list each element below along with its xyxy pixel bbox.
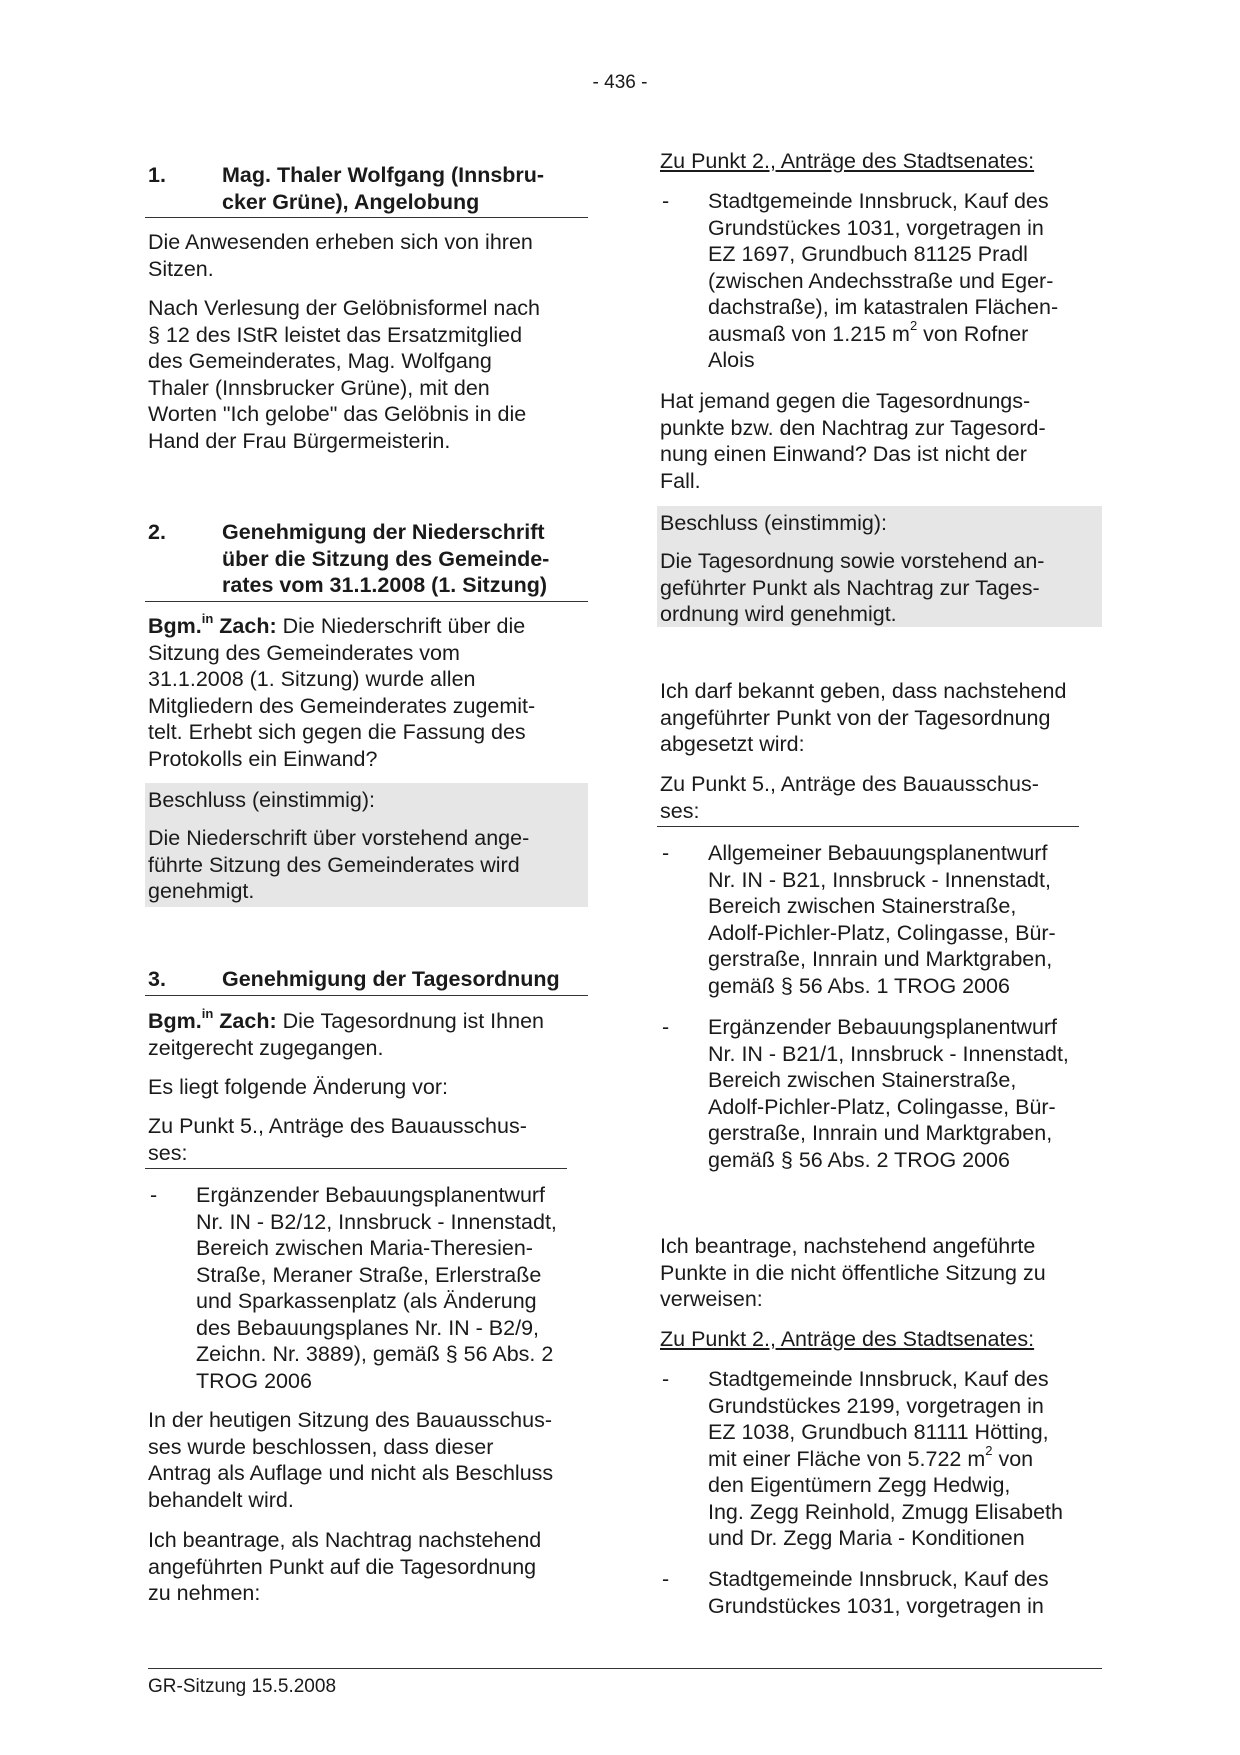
section-2-decision-line: Die Niederschrift über vorstehend ange- [148, 826, 530, 850]
list-item-text: von [992, 1446, 1034, 1471]
section-3-paragraph-line: behandelt wird. [148, 1487, 294, 1512]
paragraph-line: angeführter Punkt von der Tagesordnung [660, 705, 1051, 730]
section-3-paragraph-line: In der heutigen Sitzung des Bauausschus- [148, 1408, 552, 1432]
superscript: 2 [909, 318, 918, 334]
speaker-text: Die Niederschrift über die [276, 614, 526, 638]
section-3-rule [145, 995, 588, 996]
section-1-paragraph-line: § 12 des IStR leistet das Ersatzmitglied [148, 322, 523, 347]
list-item-line: Allgemeiner Bebauungsplanentwurf [708, 841, 1048, 865]
list-item-line: Grundstückes 1031, vorgetragen in [708, 215, 1044, 240]
speaker-title: Bgm. [148, 1009, 202, 1033]
decision-line: Die Tagesordnung sowie vorstehend an- [660, 549, 1045, 573]
list-item-line: Adolf-Pichler-Platz, Colingasse, Bür- [708, 920, 1056, 945]
list-item-line: gerstraße, Innrain und Marktgraben, [708, 947, 1053, 971]
speaker-text: Die Tagesordnung ist Ihnen [276, 1009, 544, 1033]
list-item-line: Nr. IN - B21, Innsbruck - Innenstadt, [708, 867, 1051, 892]
footer-text: GR-Sitzung 15.5.2008 [148, 1676, 337, 1697]
paragraph-line: Ich beantrage, nachstehend angeführte [660, 1234, 1036, 1258]
section-2-decision-line: genehmigt. [148, 879, 255, 903]
section-3-paragraph: Es liegt folgende Änderung vor: [148, 1075, 449, 1099]
section-3-paragraph-line: zeitgerecht zugegangen. [148, 1035, 384, 1060]
paragraph-line: abgesetzt wird: [660, 732, 805, 756]
section-3-paragraph-line: angeführten Punkt auf die Tagesordnung [148, 1554, 537, 1579]
section-2-title-line: über die Sitzung des Gemeinde- [222, 546, 550, 571]
section-1-number: 1. [148, 163, 166, 187]
list-dash: - [662, 1567, 670, 1591]
list-dash: - [150, 1183, 158, 1207]
paragraph-line: nung einen Einwand? Das ist nicht der [660, 442, 1027, 466]
decision-line: ordnung wird genehmigt. [660, 602, 897, 626]
section-3-title: Genehmigung der Tagesordnung [222, 967, 560, 991]
list-item-line: dachstraße), im katastralen Flächen- [708, 295, 1059, 319]
section-1-title-line: cker Grüne), Angelobung [222, 189, 480, 214]
section-1-paragraph-line: Hand der Frau Bürgermeisterin. [148, 428, 451, 453]
list-item-line: und Sparkassenplatz (als Änderung [196, 1289, 537, 1313]
subheading-rule [657, 826, 1079, 827]
footer-rule [148, 1668, 1102, 1669]
list-item-line: (zwischen Andechsstraße und Eger- [708, 268, 1054, 293]
list-item-line: den Eigentümern Zegg Hedwig, [708, 1473, 1011, 1497]
section-3-subheading-line: ses: [148, 1140, 188, 1165]
section-3-paragraph-line: Ich beantrage, als Nachtrag nachstehend [148, 1528, 542, 1552]
beschluss-label: Beschluss (einstimmig): [660, 511, 887, 535]
list-item-line: Grundstückes 2199, vorgetragen in [708, 1393, 1044, 1418]
section-3-speaker-line [148, 1005, 544, 1035]
list-item-line: gemäß § 56 Abs. 2 TROG 2006 [708, 1147, 1010, 1172]
section-2-speaker-line [148, 610, 526, 640]
list-item-line: Straße, Meraner Straße, Erlerstraße [196, 1262, 542, 1287]
section-3-paragraph-line: zu nehmen: [148, 1581, 261, 1605]
list-dash: - [662, 189, 670, 213]
list-item-line: Stadtgemeinde Innsbruck, Kauf des [708, 1567, 1049, 1591]
section-2-paragraph-line: Sitzung des Gemeinderates vom [148, 640, 460, 665]
list-item-line: Zeichn. Nr. 3889), gemäß § 56 Abs. 2 [196, 1342, 554, 1366]
list-item-text: von Rofner [917, 321, 1029, 346]
section-3-subheading-rule [145, 1168, 567, 1169]
section-3-paragraph-line: Antrag als Auflage und nicht als Beschluss [148, 1461, 554, 1485]
list-item-text: ausmaß von 1.215 m [708, 321, 910, 346]
section-2-decision-line: führte Sitzung des Gemeinderates wird [148, 852, 520, 877]
list-item-text: mit einer Fläche von 5.722 m [708, 1446, 986, 1471]
list-item-line: Stadtgemeinde Innsbruck, Kauf des [708, 1367, 1049, 1391]
paragraph-line: verweisen: [660, 1287, 763, 1311]
section-3-subheading-line: Zu Punkt 5., Anträge des Bauausschus- [148, 1114, 527, 1138]
list-item-line: Bereich zwischen Stainerstraße, [708, 1068, 1017, 1092]
section-1-paragraph-line: Worten "Ich gelobe" das Gelöbnis in die [148, 402, 527, 426]
section-1-paragraph-line: Nach Verlesung der Gelöbnisformel nach [148, 296, 540, 320]
section-3-paragraph-line: ses wurde beschlossen, dass dieser [148, 1434, 494, 1459]
paragraph-line: punkte bzw. den Nachtrag zur Tagesord- [660, 415, 1046, 440]
superscript: 2 [985, 1443, 993, 1459]
list-dash: - [662, 841, 670, 865]
section-2-paragraph-line: 31.1.2008 (1. Sitzung) wurde allen [148, 667, 476, 691]
subheading-stadtsenat: Zu Punkt 2., Anträge des Stadtsenates: [660, 1327, 1035, 1351]
list-item-line: Stadtgemeinde Innsbruck, Kauf des [708, 189, 1049, 213]
list-item-line: Bereich zwischen Stainerstraße, [708, 894, 1017, 918]
list-item-line: des Bebauungsplanes Nr. IN - B2/9, [196, 1315, 540, 1340]
list-item-line: Ergänzender Bebauungsplanentwurf [196, 1183, 546, 1207]
section-2-paragraph-line: telt. Erhebt sich gegen die Fassung des [148, 720, 526, 744]
paragraph-line: Ich darf bekannt geben, dass nachstehend [660, 679, 1067, 703]
list-dash: - [662, 1015, 670, 1039]
speaker-title-sup: in [201, 610, 214, 626]
list-item-line: gerstraße, Innrain und Marktgraben, [708, 1121, 1053, 1145]
list-item-line: EZ 1038, Grundbuch 81111 Hötting, [708, 1420, 1049, 1444]
list-item-line: Adolf-Pichler-Platz, Colingasse, Bür- [708, 1094, 1056, 1119]
section-2-paragraph-line: Protokolls ein Einwand? [148, 746, 378, 771]
list-item-line: Nr. IN - B21/1, Innsbruck - Innenstadt, [708, 1041, 1069, 1066]
list-item-line: Alois [708, 348, 755, 372]
speaker-title: Bgm. [148, 614, 202, 638]
list-item-line: und Dr. Zegg Maria - Konditionen [708, 1526, 1025, 1550]
subheading-stadtsenat: Zu Punkt 2., Anträge des Stadtsenates: [660, 149, 1035, 173]
section-1-paragraph-line: Thaler (Innsbrucker Grüne), mit den [148, 375, 490, 400]
list-item-line: Bereich zwischen Maria-Theresien- [196, 1236, 533, 1260]
section-2-number: 2. [148, 520, 166, 544]
list-item-line: Ing. Zegg Reinhold, Zmugg Elisabeth [708, 1499, 1063, 1524]
section-1-title-line: Mag. Thaler Wolfgang (Innsbru- [222, 163, 545, 187]
paragraph-line: Punkte in die nicht öffentliche Sitzung zu [660, 1260, 1046, 1285]
speaker-name: Zach: [213, 1009, 277, 1033]
section-2-title-line: rates vom 31.1.2008 (1. Sitzung) [222, 573, 548, 597]
page-number: - 436 - [592, 72, 648, 93]
list-item-line: TROG 2006 [196, 1368, 312, 1393]
section-1-paragraph-line: Die Anwesenden erheben sich von ihren [148, 230, 533, 254]
subheading-line: Zu Punkt 5., Anträge des Bauausschus- [660, 772, 1039, 796]
section-2-rule [145, 601, 588, 602]
list-item-line: gemäß § 56 Abs. 1 TROG 2006 [708, 973, 1010, 998]
section-1-paragraph-line: Sitzen. [148, 256, 214, 281]
section-3-number: 3. [148, 967, 166, 991]
subheading-line: ses: [660, 798, 700, 823]
speaker-name: Zach: [213, 614, 277, 638]
list-item-line: EZ 1697, Grundbuch 81125 Pradl [708, 242, 1028, 266]
list-item-line: Grundstückes 1031, vorgetragen in [708, 1593, 1044, 1618]
section-2-beschluss-label: Beschluss (einstimmig): [148, 788, 375, 812]
list-item-line [708, 318, 1029, 348]
paragraph-line: Fall. [660, 468, 701, 493]
list-item-line: Ergänzender Bebauungsplanentwurf [708, 1015, 1058, 1039]
list-item-line [708, 1443, 1034, 1473]
section-1-paragraph-line: des Gemeinderates, Mag. Wolfgang [148, 349, 492, 373]
section-1-rule [145, 217, 588, 218]
paragraph-line: Hat jemand gegen die Tagesordnungs- [660, 389, 1031, 413]
section-2-title-line: Genehmigung der Niederschrift [222, 520, 545, 544]
speaker-title-sup: in [201, 1005, 214, 1021]
list-item-line: Nr. IN - B2/12, Innsbruck - Innenstadt, [196, 1209, 557, 1234]
list-dash: - [662, 1367, 670, 1391]
section-2-paragraph-line: Mitgliedern des Gemeinderates zugemit- [148, 693, 536, 718]
decision-line: geführter Punkt als Nachtrag zur Tages- [660, 575, 1040, 600]
